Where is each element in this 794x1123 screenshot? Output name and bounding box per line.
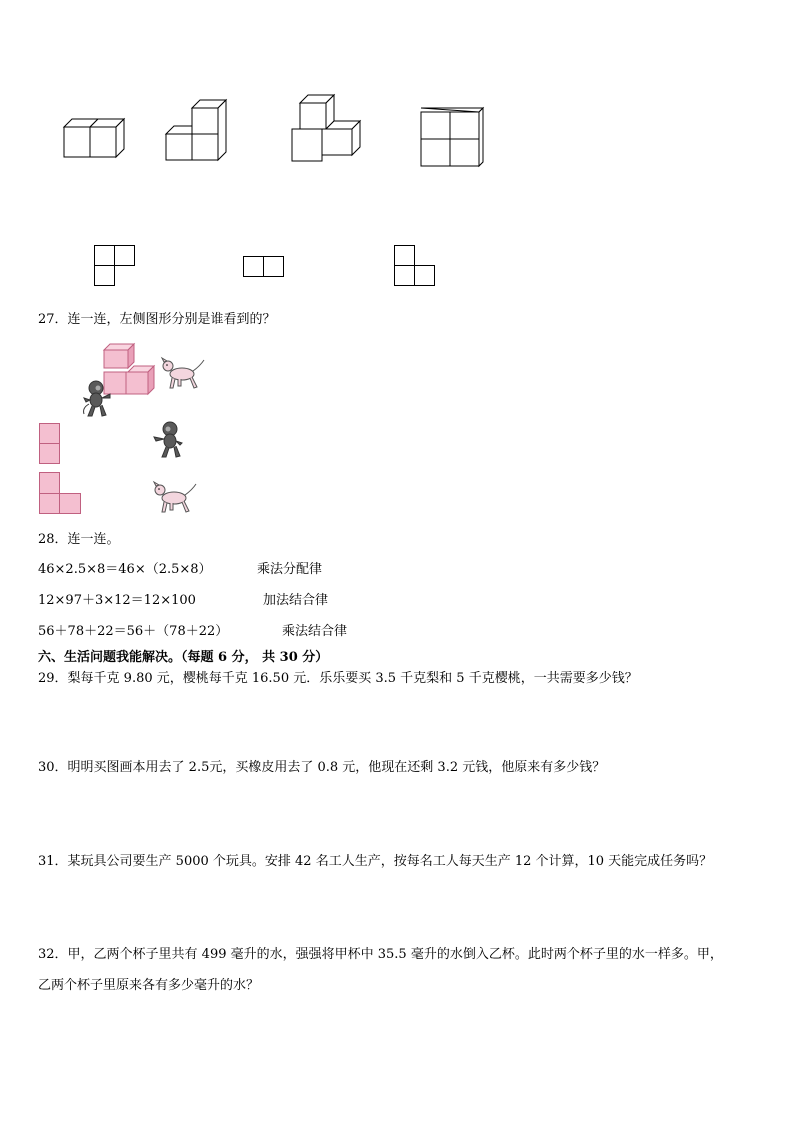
dog-icon [152, 480, 200, 516]
cube-figure-3 [292, 95, 360, 163]
section-heading: 六、生活问题我能解决。（每题 6 分， 共 30 分） [38, 650, 329, 665]
pink-view-1 [39, 423, 61, 465]
monkey-icon [80, 380, 114, 418]
view-shape-2 [243, 256, 286, 277]
question-32-line-1: 32．甲，乙两个杯子里共有 499 毫升的水，强强将甲杯中 35.5 毫升的水倒入乙杯。此时两个杯子里的水一样多。甲， [38, 947, 723, 962]
view-shape-1 [94, 245, 136, 287]
question-31: 31．某玩具公司要生产 5000 个玩具。安排 42 名工人生产，按每名工人每天生产 12 个计算，10 天能完成任务吗？ [38, 854, 713, 869]
equation-1: 46×2.5×8＝46×（2.5×8） [38, 562, 212, 577]
cube-figure-2 [166, 100, 226, 160]
equation-2: 12×97＋3×12＝12×100 [38, 593, 196, 608]
cube-figure-4 [421, 108, 483, 168]
question-29: 29．梨每千克 9.80 元，樱桃每千克 16.50 元．乐乐要买 3.5 千克梨和 5 千克樱桃，一共需要多少钱？ [38, 671, 638, 686]
monkey-icon [152, 421, 186, 459]
pink-view-2 [39, 472, 83, 515]
law-label-2: 加法结合律 [263, 593, 329, 608]
law-label-3: 乘法结合律 [282, 624, 348, 639]
law-label-1: 乘法分配律 [257, 562, 323, 577]
question-28: 28．连一连。 [38, 532, 120, 547]
dog-icon [160, 356, 208, 392]
question-27: 27．连一连，左侧图形分别是谁看到的？ [38, 312, 276, 327]
view-shape-3 [394, 245, 436, 287]
equation-3: 56＋78＋22＝56＋（78＋22） [38, 624, 229, 639]
cube-figure-1 [64, 115, 124, 160]
question-30: 30．明明买图画本用去了 2.5元，买橡皮用去了 0.8 元，他现在还剩 3.2 元钱，他原来有多少钱？ [38, 760, 606, 775]
question-32-line-2: 乙两个杯子里原来各有多少毫升的水？ [38, 978, 260, 993]
